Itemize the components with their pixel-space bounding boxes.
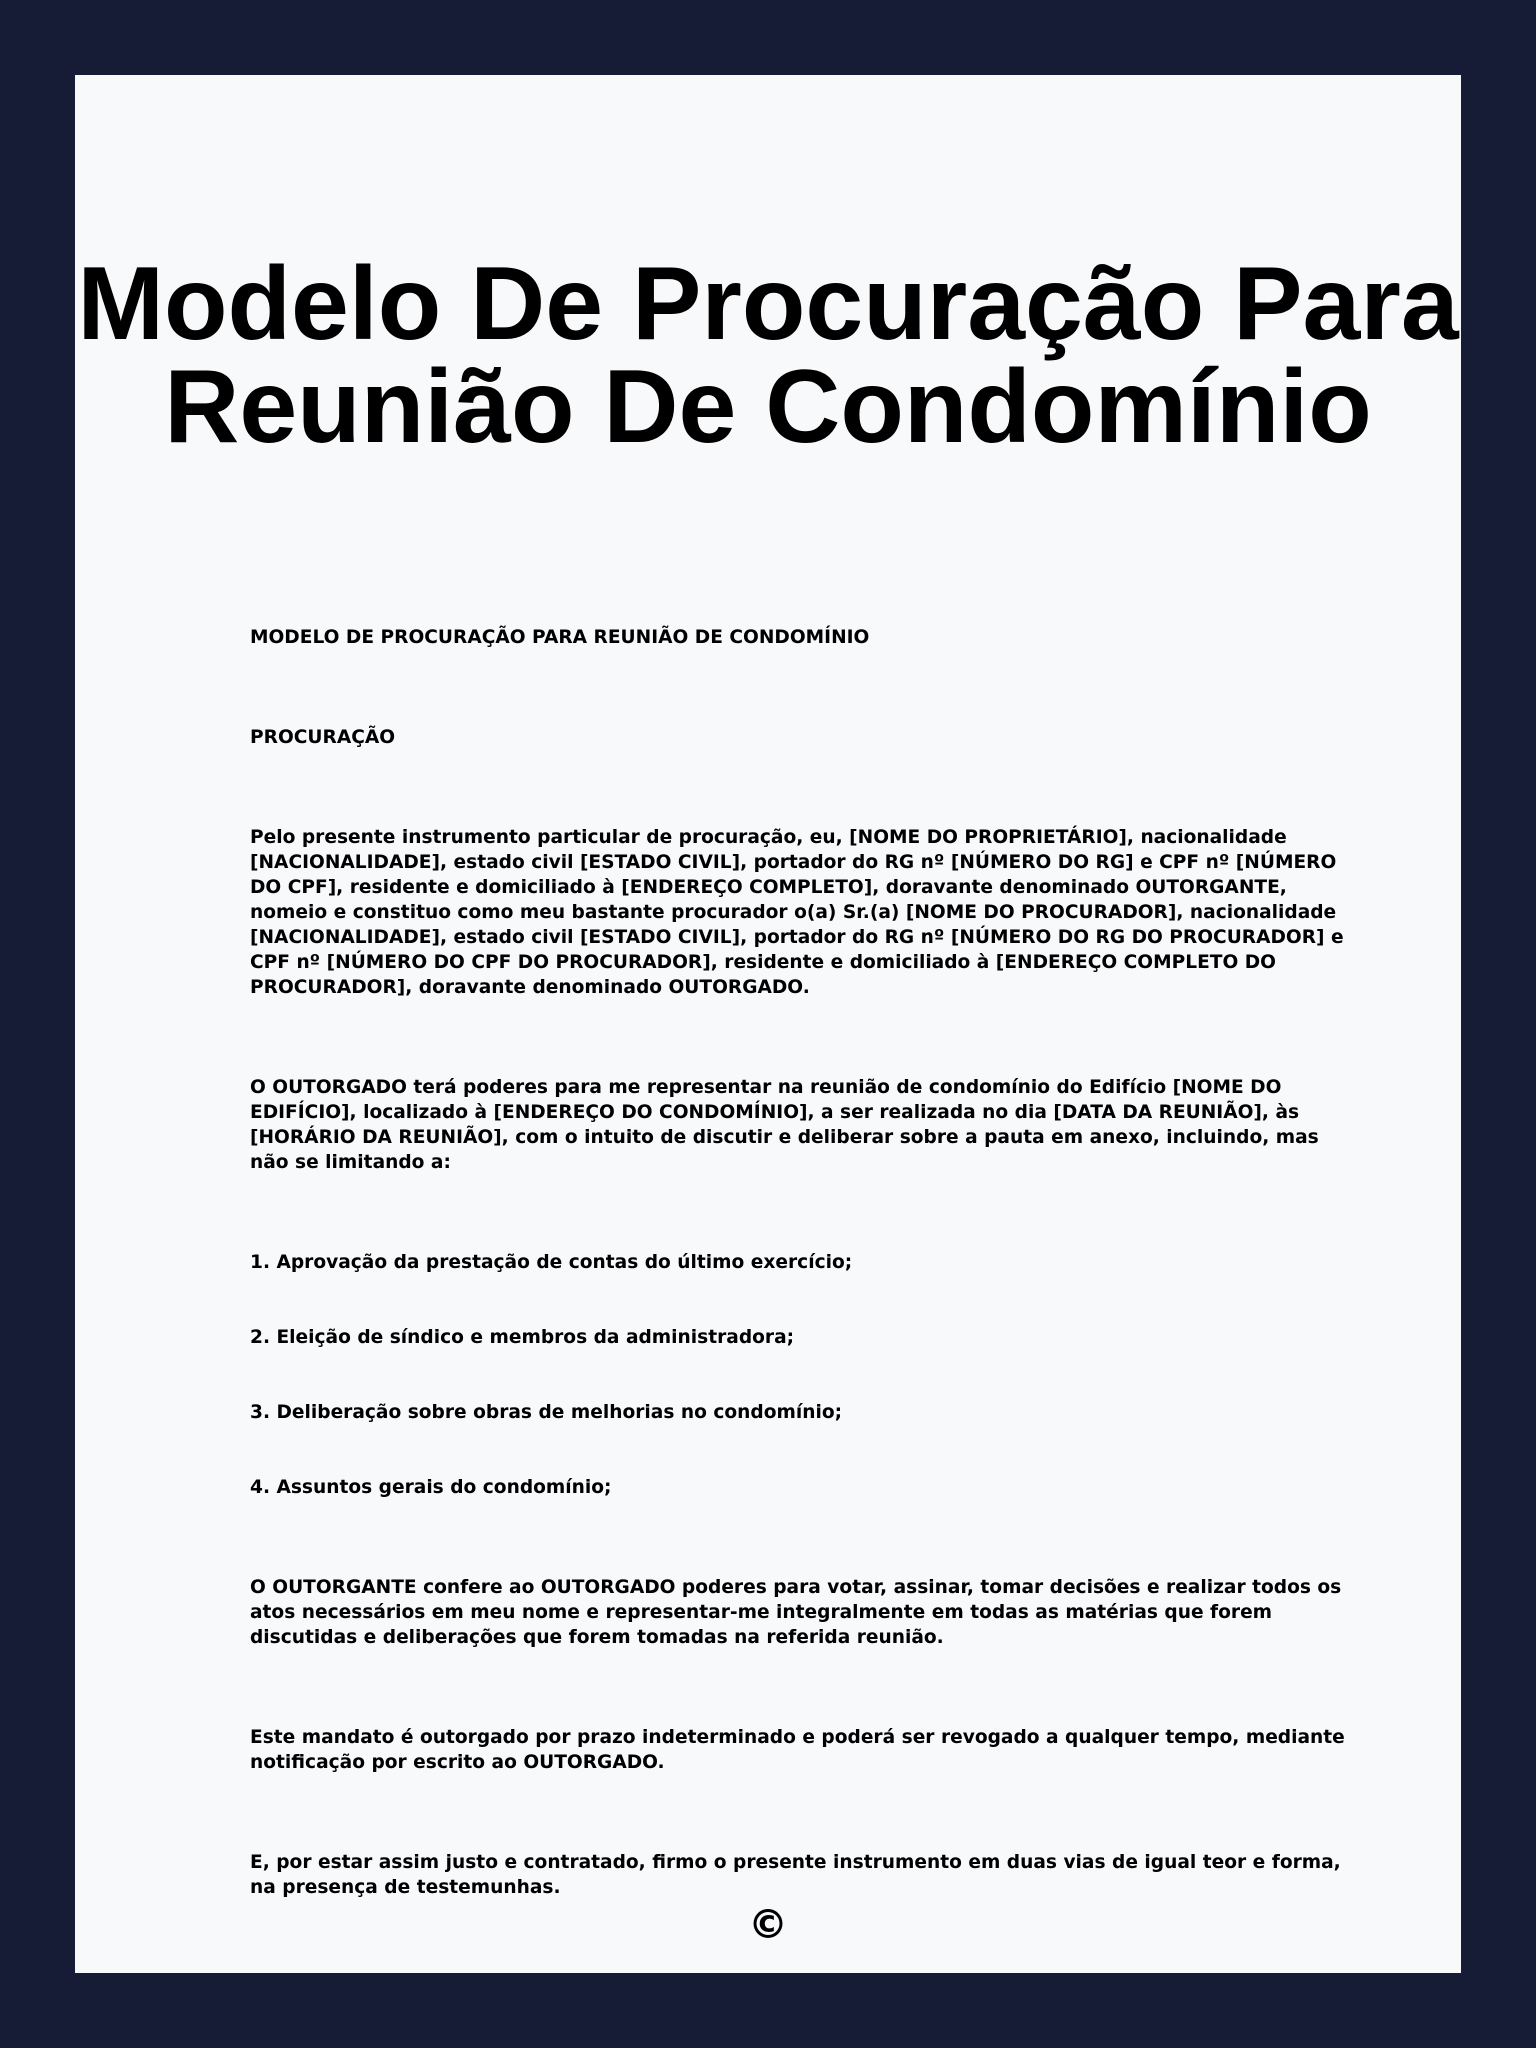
agenda-item-2: 2. Eleição de síndico e membros da administradora; [250,1327,795,1348]
copyright-icon: © [748,1902,788,1948]
paragraph-confere: O OUTORGANTE confere ao OUTORGADO poderes para votar, assinar, tomar decisões e realizar todos os atos necessários em meu nome e representar-me integralmente em todas as matérias que forem discutidas e deliberações que forem tomadas na referida reunião. [250,1577,1342,1648]
title-line-1: Modelo De Procuração Para [77,246,1459,362]
document-body [250,550,1360,1900]
agenda-item-4: 4. Assuntos gerais do condomínio; [250,1477,612,1498]
paragraph-outorgante: Pelo presente instrumento particular de procuração, eu, [NOME DO PROPRIETÁRIO], nacionalidade [NACIONALIDADE], estado civil [ESTADO CIVIL], portador do RG nº [NÚMERO DO RG] e CPF nº [NÚMERO DO CPF], residente e domiciliado à [ENDEREÇO COMPLETO], doravante denominado OUTORGANTE, nomeio e constituo como meu bastante procurador o(a) Sr.(a) [NOME DO PROCURADOR], nacionalidade [NACIONALIDADE], estado civil [ESTADO CIVIL], portador do RG nº [NÚMERO DO RG DO PROCURADOR] e CPF nº [NÚMERO DO CPF DO PROCURADOR], residente e domiciliado à [ENDEREÇO COMPLETO DO PROCURADOR], doravante denominado OUTORGADO. [250,827,1344,998]
document-subheading: PROCURAÇÃO [250,727,396,748]
agenda-item-3: 3. Deliberação sobre obras de melhorias no condomínio; [250,1402,843,1423]
document-page [75,75,1461,1973]
paragraph-encerramento: E, por estar assim justo e contratado, firmo o presente instrumento em duas vias de igual teor e forma, na presença de testemunhas. [250,1852,1341,1898]
agenda-item-1: 1. Aprovação da prestação de contas do último exercício; [250,1252,853,1273]
document-heading: MODELO DE PROCURAÇÃO PARA REUNIÃO DE CONDOMÍNIO [250,627,870,648]
paragraph-poderes: O OUTORGADO terá poderes para me representar na reunião de condomínio do Edifício [NOME DO EDIFÍCIO], localizado à [ENDEREÇO DO CONDOMÍNIO], a ser realizada no dia [DATA DA REUNIÃO], às [HORÁRIO DA REUNIÃO], com o intuito de discutir e deliberar sobre a pauta em anexo, incluindo, mas não se limitando a: [250,1077,1319,1173]
paragraph-mandato: Este mandato é outorgado por prazo indeterminado e poderá ser revogado a qualquer tempo, mediante notificação por escrito ao OUTORGADO. [250,1727,1345,1773]
page-title [75,246,1461,465]
title-line-2: Reunião De Condomínio [164,349,1372,465]
